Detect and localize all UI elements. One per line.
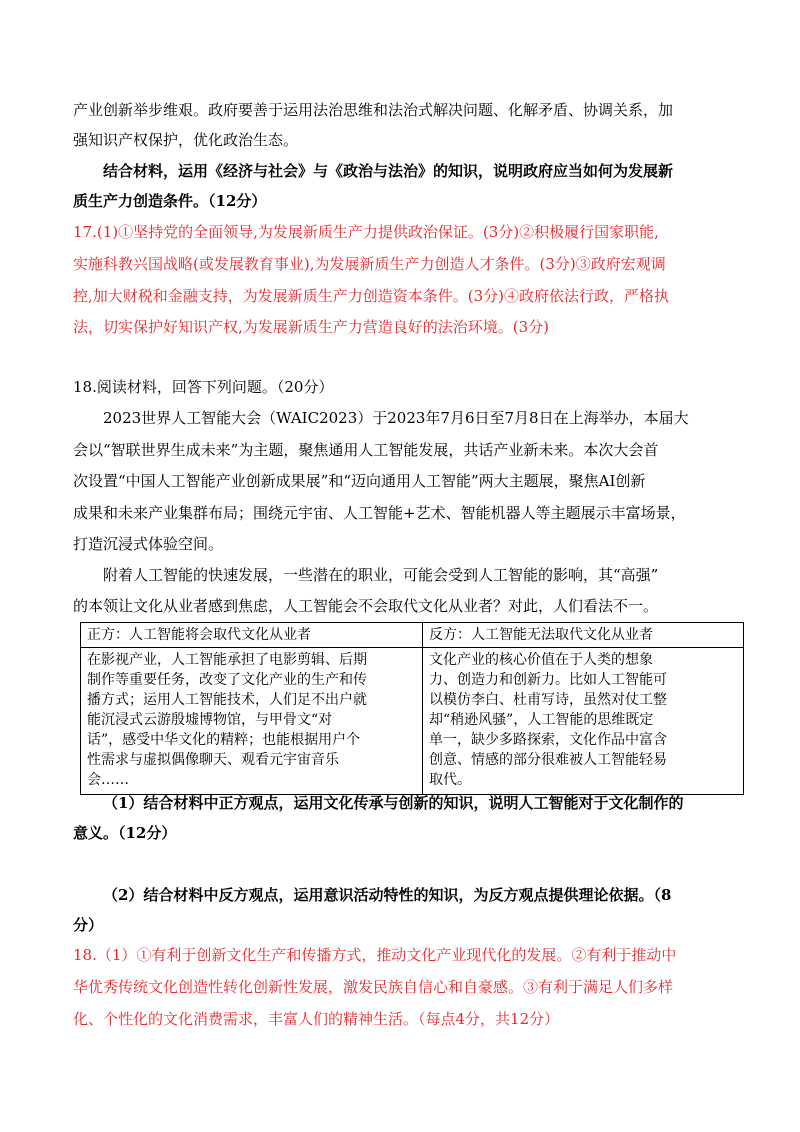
q18-material: 2023世界人工智能大会（WAIC2023）于2023年7月6日至7月8日在上海举办，本届大 xyxy=(103,409,689,427)
q17-answer: 17.(1)①坚持党的全面领导,为发展新质生产力提供政治保证。(3分)②积极履行国家职能, xyxy=(73,223,659,241)
con-body-line: 文化产业的核心价值在于人类的想象 xyxy=(429,652,653,668)
con-body-line: 取代。 xyxy=(429,772,471,788)
q17-answer: 控,加大财税和金融支持，为发展新质生产力创造资本条件。(3分)④政府依法行政，严格执 xyxy=(73,287,670,305)
pro-header: 正方：人工智能将会取代文化从业者 xyxy=(81,623,423,648)
con-body-line: 单一，缺少多路探索，文化作品中富含 xyxy=(429,732,667,748)
q18-sub1: 意义。（12分） xyxy=(73,824,177,842)
pro-body-line: 性需求与虚拟偶像聊天、观看元宇宙音乐 xyxy=(87,752,339,768)
q18-sub2: （2）结合材料中反方观点，运用意识活动特性的知识，为反方观点提供理论依据。（8 xyxy=(103,886,672,904)
q18-answer: 18.（1）①有利于创新文化生产和传播方式，推动文化产业现代化的发展。②有利于推动中 xyxy=(73,946,677,964)
q18-material: 打造沉浸式体验空间。 xyxy=(73,535,224,553)
con-header: 反方：人工智能无法取代文化从业者 xyxy=(423,623,744,648)
con-body-line: 力、创造力和创新力。比如人工智能可 xyxy=(429,672,667,688)
q18-answer: 华优秀传统文化创造性转化创新性发展，激发民族自信心和自豪感。③有利于满足人们多样 xyxy=(73,978,674,996)
q17-prompt: 质生产力创造条件。（12分） xyxy=(73,192,267,210)
intro-line: 产业创新举步维艰。政府要善于运用法治思维和法治式解决问题、化解矛盾、协调关系，加 xyxy=(73,101,674,119)
con-body-line: 以模仿李白、杜甫写诗，虽然对仗工整 xyxy=(429,692,667,708)
con-body-line: 创意、情感的部分很难被人工智能轻易 xyxy=(429,752,667,768)
q18-heading: 18.阅读材料，回答下列问题。（20分） xyxy=(73,378,334,396)
intro-line: 强知识产权保护，优化政治生态。 xyxy=(73,131,299,149)
q18-sub2: 分） xyxy=(73,916,104,934)
q18-material: 成果和未来产业集群布局；围绕元宇宙、人工智能+艺术、智能机器人等主题展示丰富场景， xyxy=(73,504,686,522)
pro-body-line: 话”，感受中华文化的精粹；也能根据用户个 xyxy=(87,732,361,748)
pro-body-line: 能沉浸式云游殷墟博物馆，与甲骨文“对 xyxy=(87,712,333,728)
pro-body-line: 播方式；运用人工智能技术，人们足不出户就 xyxy=(87,692,367,708)
pro-body xyxy=(81,648,423,795)
con-body-line: 却“稍逊风骚”，人工智能的思维既定 xyxy=(429,712,654,728)
con-body xyxy=(423,648,744,795)
pro-body-line: 在影视产业，人工智能承担了电影剪辑、后期 xyxy=(87,652,367,668)
debate-table xyxy=(80,622,744,795)
q17-prompt: 结合材料，运用《经济与社会》与《政治与法治》的知识，说明政府应当如何为发展新 xyxy=(103,162,674,180)
q18-answer: 化、个性化的文化消费需求，丰富人们的精神生活。（每点4分，共12分） xyxy=(73,1010,560,1028)
debate-intro: 的本领让文化从业者感到焦虑，人工智能会不会取代文化从业者？对此，人们看法不一。 xyxy=(73,597,659,615)
q18-sub1: （1）结合材料中正方观点，运用文化传承与创新的知识，说明人工智能对于文化制作的 xyxy=(103,794,684,812)
q18-material: 会以“智联世界生成未来”为主题，聚焦通用人工智能发展，共话产业新未来。本次大会首 xyxy=(73,441,659,459)
debate-intro: 附着人工智能的快速发展，一些潜在的职业，可能会受到人工智能的影响，其“高强” xyxy=(103,566,659,584)
q18-material: 次设置“中国人工智能产业创新成果展”和“迈向通用人工智能”两大主题展，聚焦AI创新 xyxy=(73,472,646,490)
pro-body-line: 制作等重要任务，改变了文化产业的生产和传 xyxy=(87,672,367,688)
pro-body-line: 会…… xyxy=(87,772,129,788)
q17-answer: 法，切实保护好知识产权,为发展新质生产力营造良好的法治环境。(3分) xyxy=(73,318,550,336)
q17-answer: 实施科教兴国战略(或发展教育事业),为发展新质生产力创造人才条件。(3分)③政府宏观调 xyxy=(73,255,666,273)
